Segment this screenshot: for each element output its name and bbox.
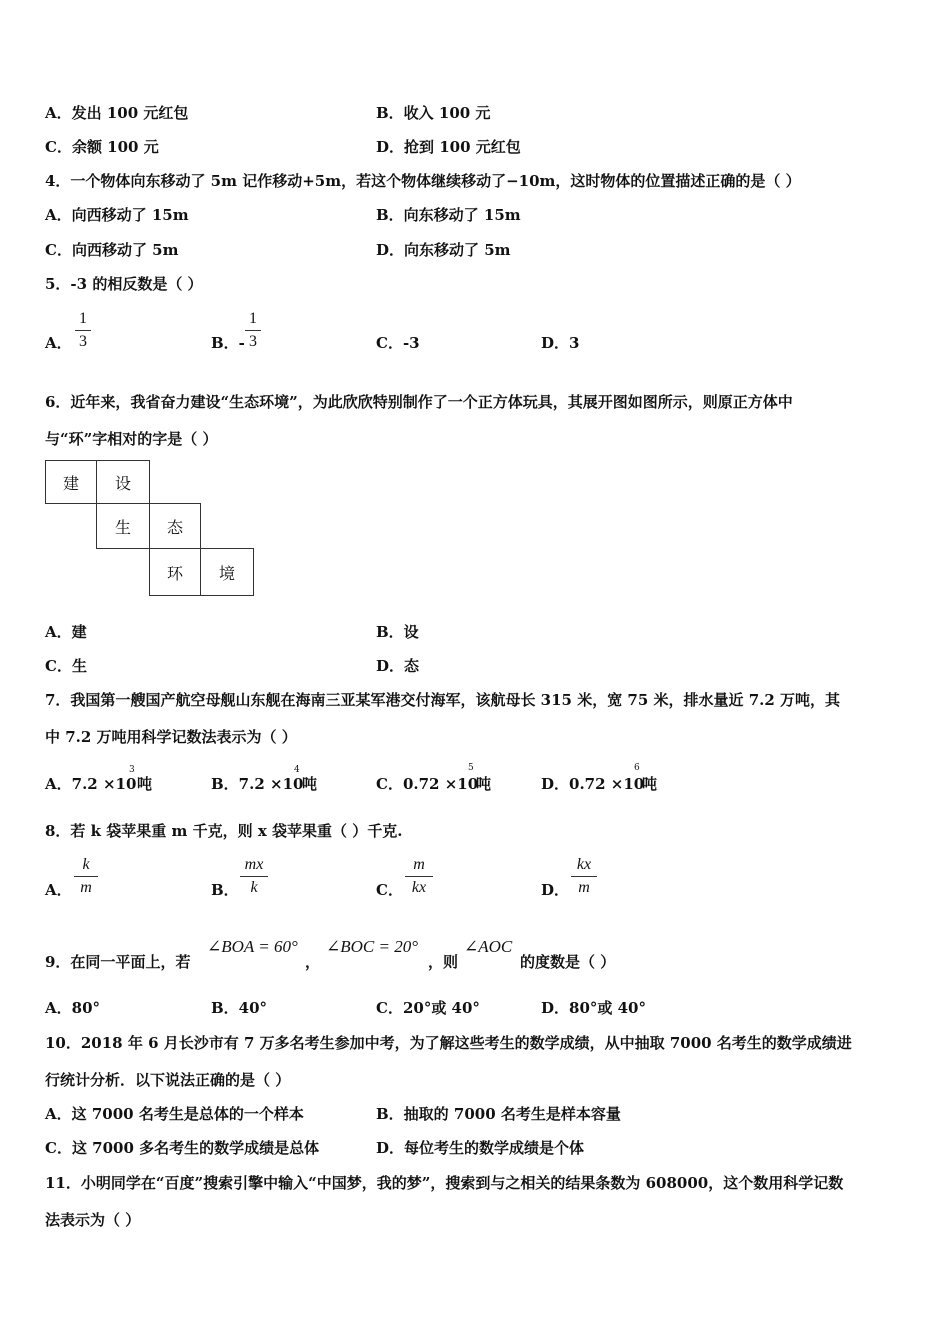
net-cell-5: 环	[149, 548, 201, 596]
q6-option-c: C．生	[45, 657, 87, 675]
q9-angle-boa: ∠BOA = 60°	[207, 937, 298, 956]
q4-option-d: D．向东移动了 5m	[376, 241, 511, 259]
q7-option-d-exponent: 6	[634, 763, 640, 773]
q10-stem-line1: 10．2018 年 6 月长沙市有 7 万多名考生参加中考，为了解这些考生的数学成绩，从中抽取 7000 名考生的数学成绩进	[45, 1034, 852, 1052]
q9-suffix: 的度数是（ ）	[520, 953, 616, 971]
q9-option-a: A．80°	[45, 999, 101, 1017]
net-cell-2: 设	[96, 460, 150, 504]
q10-option-d: D．每位考生的数学成绩是个体	[376, 1139, 585, 1157]
q9-angle-aoc: ∠AOC	[464, 937, 513, 956]
q10-option-a: A．这 7000 名考生是总体的一个样本	[45, 1105, 304, 1123]
fraction-numerator: 1	[79, 310, 87, 327]
q3-option-a: A．发出 100 元红包	[45, 104, 189, 122]
q6-option-b: B．设	[376, 623, 419, 641]
q10-stem-line2: 行统计分析．以下说法正确的是（ ）	[45, 1071, 291, 1089]
q5-option-d: D．3	[541, 334, 580, 352]
q4-stem: 4．一个物体向东移动了 5m 记作移动+5m，若这个物体继续移动了−10m，这时物体的位置描述正确的是（ ）	[45, 172, 801, 190]
q8-option-c-fraction	[405, 855, 433, 898]
fraction-denominator: k	[250, 879, 258, 896]
q7-option-d-unit: 吨	[642, 775, 658, 793]
q7-option-c: C．0.72 ×10	[376, 775, 479, 793]
q7-option-a: A．7.2 ×10	[45, 775, 137, 793]
q4-option-b: B．向东移动了 15m	[376, 206, 521, 224]
fraction-numerator: mx	[244, 856, 264, 873]
fraction-denominator: kx	[411, 879, 427, 896]
q7-stem-line1: 7．我国第一艘国产航空母舰山东舰在海南三亚某军港交付海军，该航母长 315 米，宽 75 米，排水量近 7.2 万吨，其	[45, 691, 841, 709]
q8-option-a-fraction	[74, 855, 98, 898]
net-cell-4: 态	[149, 503, 201, 549]
q9-option-c: C．20°或 40°	[376, 999, 480, 1017]
q9-mid: ，则	[428, 953, 459, 971]
fraction-numerator: kx	[576, 856, 592, 873]
fraction-denominator: m	[578, 879, 590, 896]
q5-stem: 5．-3 的相反数是（ ）	[45, 275, 203, 293]
q8-option-a-label: A．	[45, 881, 72, 899]
q5-option-c: C．-3	[376, 334, 420, 352]
q8-option-b-fraction	[240, 855, 268, 898]
q6-option-d: D．态	[376, 657, 420, 675]
q7-option-b-unit: 吨	[302, 775, 318, 793]
q9-separator: ，	[305, 953, 321, 971]
q3-option-c: C．余额 100 元	[45, 138, 159, 156]
q10-option-c: C．这 7000 多名考生的数学成绩是总体	[45, 1139, 320, 1157]
q3-option-b: B．收入 100 元	[376, 104, 491, 122]
q7-option-d: D．0.72 ×10	[541, 775, 645, 793]
q7-option-a-exponent: 3	[129, 765, 135, 775]
q7-option-a-unit: 吨	[137, 775, 153, 793]
q9-option-b: B．40°	[211, 999, 268, 1017]
fraction-bar	[240, 876, 268, 877]
q6-option-a: A．建	[45, 623, 87, 641]
q5-option-b-label: B．-	[211, 334, 245, 352]
q5-option-a-label: A．	[45, 334, 72, 352]
q8-stem: 8．若 k 袋苹果重 m 千克，则 x 袋苹果重（ ）千克.	[45, 822, 403, 840]
fraction-bar	[405, 876, 433, 877]
fraction-denominator: 3	[249, 333, 257, 350]
q8-option-c-label: C．	[376, 881, 403, 899]
q9-option-d: D．80°或 40°	[541, 999, 646, 1017]
q7-stem-line2: 中 7.2 万吨用科学记数法表示为（ ）	[45, 728, 297, 746]
net-cell-1: 建	[45, 460, 97, 504]
fraction-numerator: k	[82, 856, 90, 873]
q7-option-b-exponent: 4	[294, 765, 300, 775]
net-cell-3: 生	[96, 503, 150, 549]
fraction-bar	[75, 330, 91, 331]
q6-stem-line2: 与“环”字相对的字是（ ）	[45, 430, 218, 448]
q10-option-b: B．抽取的 7000 名考生是样本容量	[376, 1105, 621, 1123]
fraction-denominator: m	[80, 879, 92, 896]
fraction-bar	[245, 330, 261, 331]
fraction-numerator: m	[413, 856, 425, 873]
q4-option-c: C．向西移动了 5m	[45, 241, 179, 259]
fraction-denominator: 3	[79, 333, 87, 350]
q8-option-d-label: D．	[541, 881, 570, 899]
q5-option-b-fraction	[245, 309, 261, 352]
q4-option-a: A．向西移动了 15m	[45, 206, 189, 224]
q9-prefix: 9．在同一平面上，若	[45, 953, 191, 971]
q9-angle-boc: ∠BOC = 20°	[326, 937, 419, 956]
q7-option-c-unit: 吨	[476, 775, 492, 793]
q5-option-a-fraction	[75, 309, 91, 352]
q7-option-b: B．7.2 ×10	[211, 775, 304, 793]
q3-option-d: D．抢到 100 元红包	[376, 138, 521, 156]
q8-option-d-fraction	[571, 855, 597, 898]
fraction-bar	[74, 876, 98, 877]
q7-option-c-exponent: 5	[468, 763, 474, 773]
net-cell-6: 境	[200, 548, 254, 596]
q11-stem-line1: 11．小明同学在“百度”搜索引擎中输入“中国梦，我的梦”，搜索到与之相关的结果条数为 608000，这个数用科学记数	[45, 1174, 844, 1192]
q8-option-b-label: B．	[211, 881, 239, 899]
q11-stem-line2: 法表示为（ ）	[45, 1211, 141, 1229]
fraction-numerator: 1	[249, 310, 257, 327]
fraction-bar	[571, 876, 597, 877]
q6-stem-line1: 6．近年来，我省奋力建设“生态环境”，为此欣欣特别制作了一个正方体玩具，其展开图如图所示，则原正方体中	[45, 393, 793, 411]
